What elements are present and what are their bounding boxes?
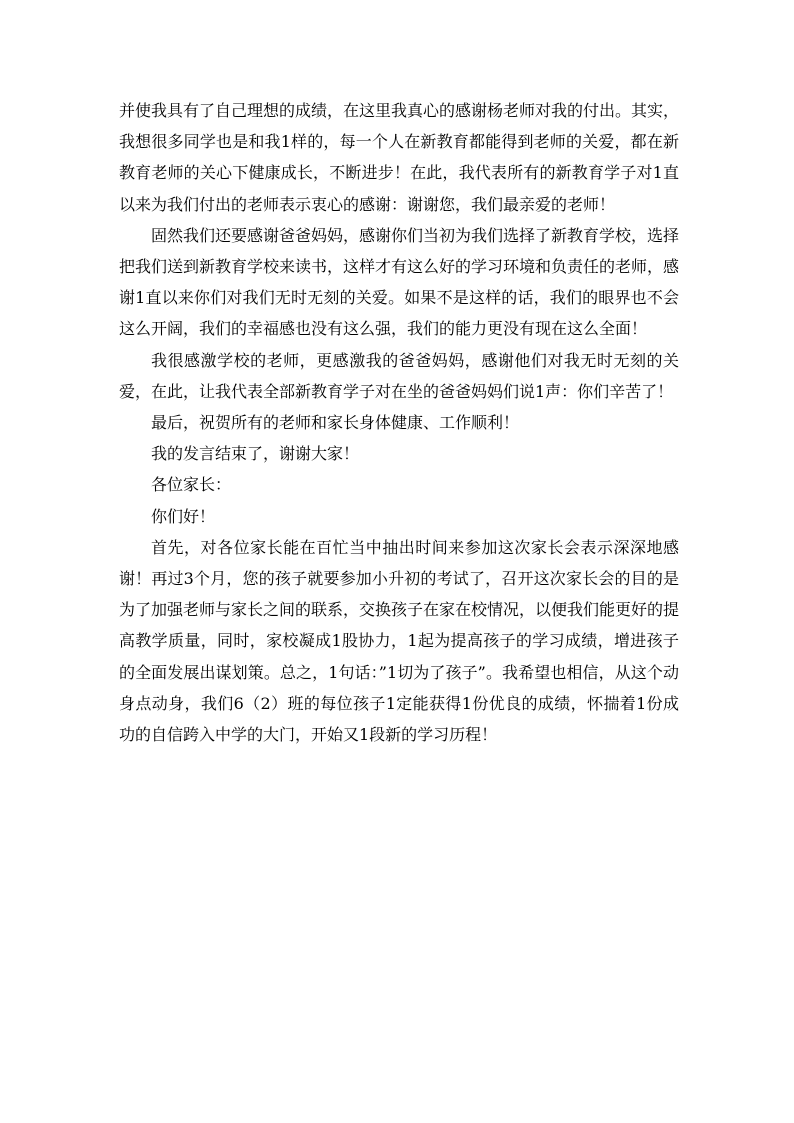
- greeting: 你们好！: [151, 506, 216, 526]
- paragraph: 并使我具有了自己理想的成绩，在这里我真心的感谢杨老师对我的付出。其实，我想很多同学也是和我1样的，每一个人在新教育都能得到老师的关爱，都在新教育老师的关心下健康成长，不断进步！在此，我代表所有的新教育学子对1直以来为我们付出的老师表示衷心的感谢：谢谢您，我们最亲爱的老师！: [119, 101, 680, 214]
- paragraph: 我很感激学校的老师，更感激我的爸爸妈妈，感谢他们对我无时无刻的关爱，在此，让我代表全部新教育学子对在坐的爸爸妈妈们说1声：你们辛苦了！: [119, 350, 679, 401]
- paragraph: 最后，祝贺所有的老师和家长身体健康、工作顺利！: [151, 413, 520, 433]
- salutation: 各位家长：: [151, 475, 232, 495]
- paragraph: 固然我们还要感谢爸爸妈妈，感谢你们当初为我们选择了新教育学校，选择把我们送到新教育学校来读书，这样才有这么好的学习环境和负责任的老师，感谢1直以来你们对我们无时无刻的关爱。如果不是这样的话，我们的眼界也不会这么开阔，我们的幸福感也没有这么强，我们的能力更没有现在这么全面！: [119, 225, 680, 339]
- paragraph: 我的发言结束了，谢谢大家！: [151, 444, 360, 464]
- paragraph: 首先，对各位家长能在百忙当中抽出时间来参加这次家长会表示深深地感谢！再过3个月，您的孩子就要参加小升初的考试了，召开这次家长会的目的是为了加强老师与家长之间的联系，交换孩子在家在校情况，以便我们能更好的提高教学质量，同时，家校凝成1股协力，1起为提高孩子的学习成绩，增进孩子的全面发展出谋划策。总之，1句话：”1切为了孩子”。我希望也相信，从这个动身点动身，我们6（2）班的每位孩子1定能获得1份优良的成绩，怀揣着1份成功的自信跨入中学的大门，开始又1段新的学习历程！: [119, 537, 680, 745]
- document-body: [119, 95, 679, 750]
